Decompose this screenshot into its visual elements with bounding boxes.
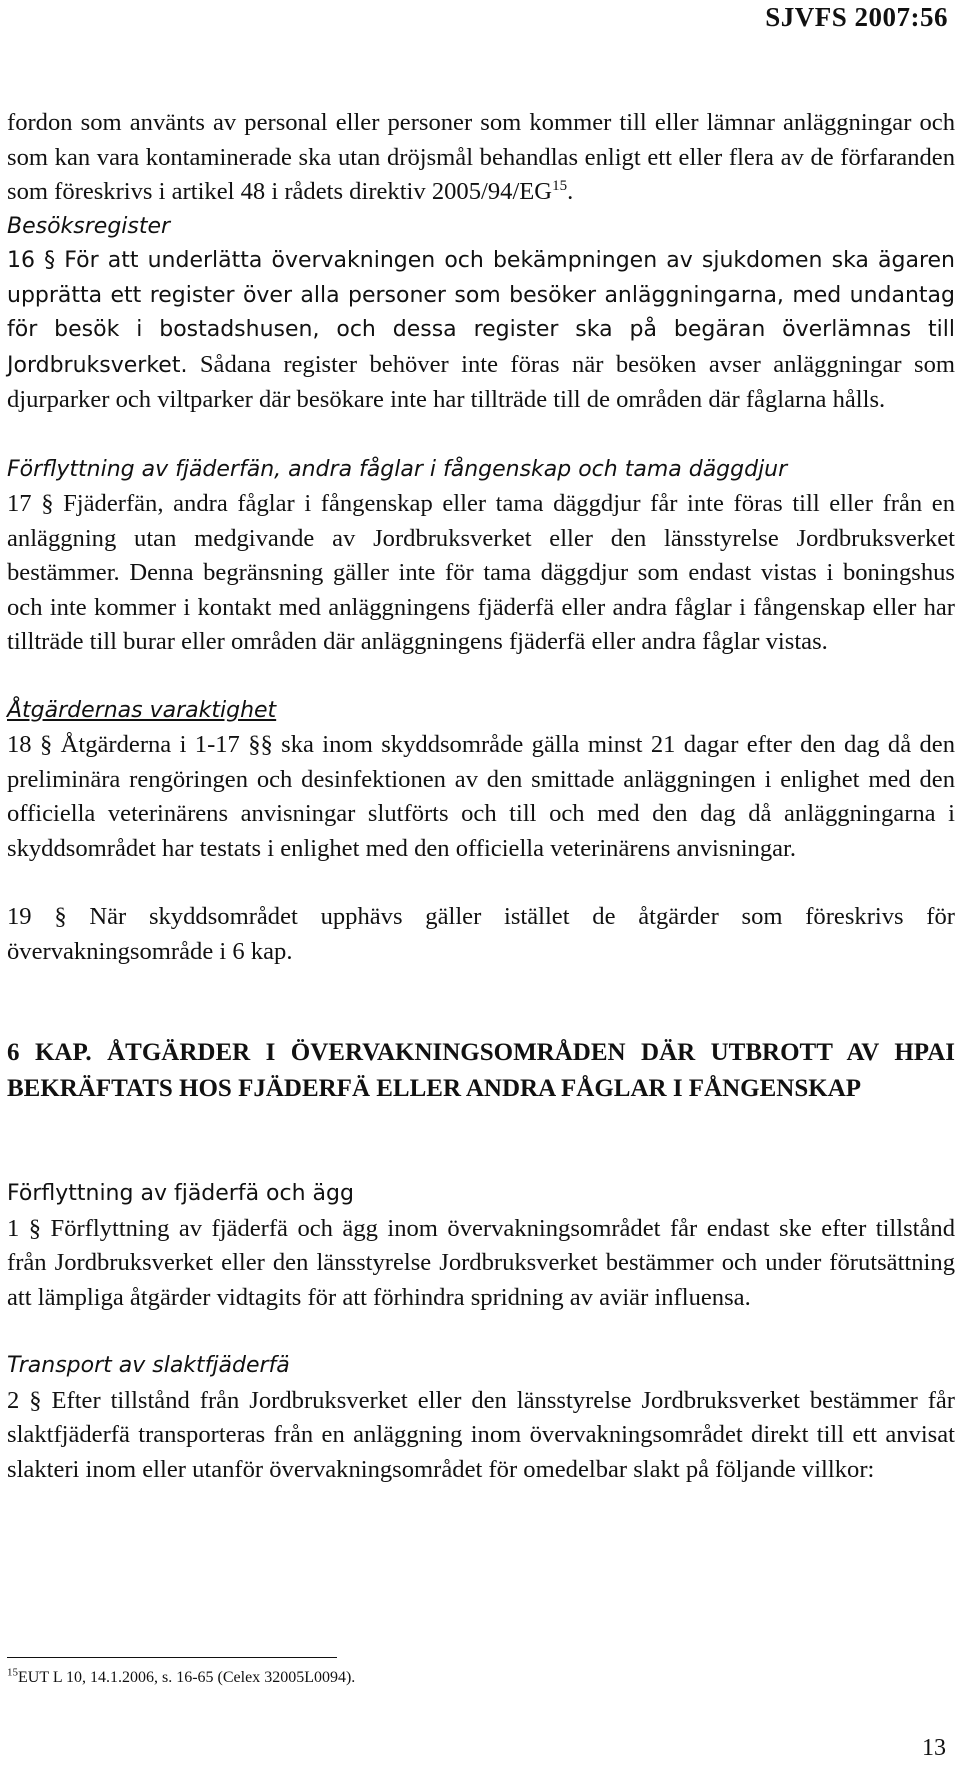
paragraph-6-2: 2 § Efter tillstånd från Jordbruksverket eller den länsstyrelse Jordbruksverket bestämmer får slaktfjäderfä transporteras från en anläggning inom övervakningsområdet direkt till ett anvisat slakteri inom eller utanför övervakningsområdet för omedelbar slakt på följande villkor: [7, 1386, 955, 1483]
footnote-divider [7, 1657, 337, 1658]
heading-besoksregister: Besöksregister [7, 213, 171, 239]
footnote: $^{15}$EUT L 10, 14.1.2006, s. 16-65 (Celex 32005L0094). [7, 1666, 356, 1686]
heading-atgardernas-varaktighet: Åtgärdernas varaktighet [7, 697, 277, 723]
paragraph-6-1: 1 § Förflyttning av fjäderfä och ägg inom övervakningsområdet får endast ske efter tillstånd från Jordbruksverket eller den länsstyrelse Jordbruksverket bestämmer och under förutsättning att lämpliga åtgärder vidtagits för att förhindra spridning av aviär influensa. [7, 1214, 955, 1311]
heading-forflyttning-fjaderfa-agg: Förflyttning av fjäderfä och ägg [7, 1181, 354, 1206]
page-number: 13 [922, 1735, 946, 1761]
document-body [7, 106, 955, 1487]
chapter-title: 6 KAP. ÅTGÄRDER I ÖVERVAKNINGSOMRÅDEN DÄR UTBROTT AV HPAI BEKRÄFTATS HOS FJÄDERFÄ ELLER ANDRA FÅGLAR I FÅNGENSKAP [7, 1039, 955, 1102]
paragraph-continued: fordon som använts av personal eller personer som kommer till eller lämnar anläggningar och som kan vara kontaminerade ska utan dröjsmål behandlas enligt ett eller flera av de förfaranden som föreskrivs i artikel 48 i rådets direktiv 2005/94/EG$^{15}$. [7, 109, 955, 205]
paragraph-18: 18 § Åtgärderna i 1-17 §§ ska inom skyddsområde gälla minst 21 dagar efter den dag då den preliminära rengöringen och desinfektionen av den smittade anläggningen i enlighet med den officiella veterinärens anvisningar slutförts och till och med den dag då anläggningarna i skyddsområdet har testats i enlighet med den officiella veterinärens anvisningar. [7, 731, 955, 862]
footnote-ref[interactable]: 15 [552, 177, 568, 194]
paragraph-17: 17 § Fjäderfän, andra fåglar i fångenskap eller tama däggdjur får inte föras till eller från en anläggning utan medgivande av Jordbruksverket eller den länsstyrelse Jordbruksverket bestämmer. Denna begränsning gäller inte för tama däggdjur som endast vistas i boningshus och inte kommer i kontakt med anläggningens fjäderfä eller andra fåglar i fångenskap eller har tillträde till burar eller områden där anläggningens fjäderfä eller andra fåglar vistas. [7, 490, 955, 655]
heading-forflyttning: Förflyttning av fjäderfän, andra fåglar i fångenskap och tama däggdjur [7, 456, 788, 482]
heading-transport: Transport av slaktfjäderfä [7, 1353, 290, 1378]
paragraph-19: 19 § När skyddsområdet upphävs gäller istället de åtgärder som föreskrivs för övervakningsområde i 6 kap. [7, 903, 955, 965]
document-id: SJVFS 2007:56 [765, 2, 948, 32]
paragraph-16: 16 § För att underlätta övervakningen och bekämpningen av sjukdomen ska ägaren upprätta ett register över alla personer som besöker anläggningarna, med undantag för besök i bostadshusen, och dessa register ska på begäran överlämnas till Jordbruksverket. Sådana register behöver inte föras när besöken avser anläggningar som djurparker och viltparker där besökare inte har tillträde till de områden där fåglarna hålls. [7, 248, 955, 413]
